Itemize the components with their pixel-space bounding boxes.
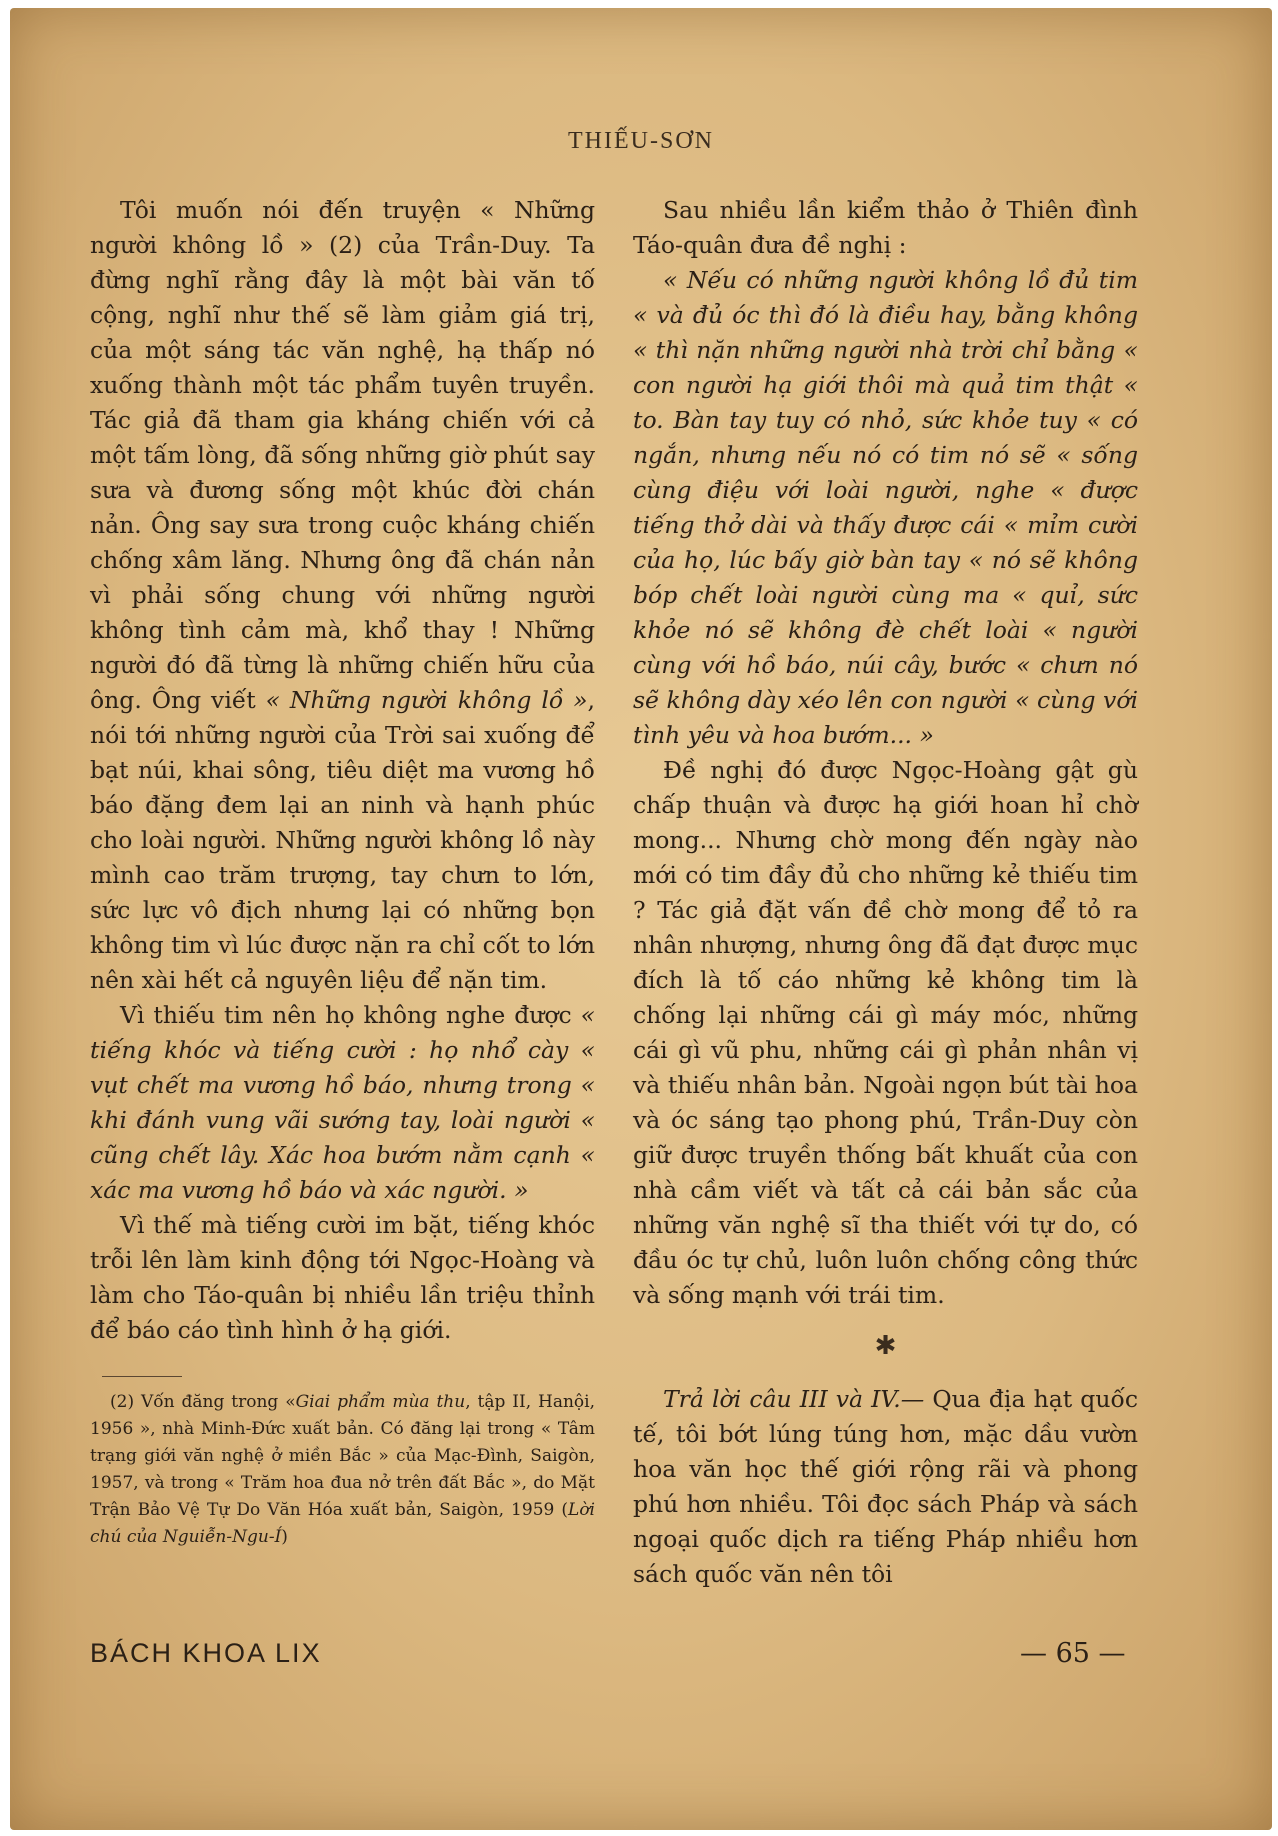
footnote-italic: Lời chú của Nguiễn-Ngu-Í xyxy=(90,1500,595,1547)
quoted-passage: « tiếng khóc và tiếng cười : họ nhổ cày « vụt chết ma vương hồ báo, nhưng trong « khi đánh vung vãi sướng tay, loài người « cũng chết lây. Xác hoa bướm nằm cạnh « xác ma vương hồ báo và xác người. » xyxy=(90,1001,595,1204)
paragraph xyxy=(90,998,595,1208)
paragraph xyxy=(90,193,595,998)
paragraph-text: Vì thiếu tim nên họ không nghe được xyxy=(120,1001,581,1029)
book-page xyxy=(10,8,1272,1830)
paragraph xyxy=(633,1382,1138,1592)
magazine-name: BÁCH KHOA LIX xyxy=(90,1638,322,1668)
paragraph: Sau nhiều lần kiểm thảo ở Thiên đình Táo-quân đưa đề nghị : xyxy=(633,196,1138,259)
left-column xyxy=(90,193,595,1551)
footnote-text: (2) Vốn đăng trong « xyxy=(110,1392,296,1412)
right-column xyxy=(633,193,1138,1592)
footnote-text: , tập II, Hanội, 1956 », nhà Minh-Đức xuất bản. Có đăng lại trong « Tâm trạng giới văn nghệ ở miền Bắc » của Mạc-Đình, Saigòn, 1957, và trong « Trăm hoa đua nở trên đất Bắc », do Mặt Trận Bảo Vệ Tự Do Văn Hóa xuất bản, Saigòn, 1959 ( xyxy=(90,1392,595,1520)
section-star-icon: ✱ xyxy=(874,1331,897,1361)
question-label: Trả lời câu III và IV.— xyxy=(663,1385,925,1413)
paragraph: Đề nghị đó được Ngọc-Hoàng gật gù chấp thuận và được hạ giới hoan hỉ chờ mong... Nhưng chờ mong đến ngày nào mới có tim đầy đủ cho những kẻ thiếu tim ? Tác giả đặt vấn đề chờ mong để tỏ ra nhân nhượng, nhưng ông đã đạt được mục đích là tố cáo những kẻ không tim là chống lại những cái gì máy móc, những cái gì vũ phu, những cái gì phản nhân vị và thiếu nhân bản. Ngoài ngọn bút tài hoa và óc sáng tạo phong phú, Trần-Duy còn giữ được truyền thống bất khuất của con nhà cầm viết và tất cả cái bản sắc của những văn nghệ sĩ tha thiết với tự do, có đầu óc tự chủ, luôn luôn chống công thức và sống mạnh với trái tim. xyxy=(633,756,1138,1309)
footnote-italic: Giai phẩm mùa thu xyxy=(295,1392,466,1412)
paragraph-text: , nói tới những người của Trời sai xuống để bạt núi, khai sông, tiêu diệt ma vương hồ báo đặng đem lại an ninh và hạnh phúc cho loài người. Những người không lồ này mình cao trăm trượng, tay chưn to lớn, sức lực vô địch nhưng lại có những bọn không tim vì lúc được nặn ra chỉ cốt to lớn nên xài hết cả nguyên liệu để nặn tim. xyxy=(90,686,595,994)
paragraph: Vì thế mà tiếng cười im bặt, tiếng khóc trỗi lên làm kinh động tới Ngọc-Hoàng và làm cho Táo-quân bị nhiều lần triệu thỉnh để báo cáo tình hình ở hạ giới. xyxy=(90,1211,595,1344)
footnote xyxy=(90,1389,595,1551)
paragraph-text: Qua địa hạt quốc tế, tôi bớt lúng túng hơn, mặc dầu vườn hoa văn học thế giới rộng rãi và phong phú hơn nhiều. Tôi đọc sách Pháp và sách ngoại quốc dịch ra tiếng Pháp nhiều hơn sách quốc văn nên tôi xyxy=(633,1385,1139,1588)
story-title: « Những người không lồ » xyxy=(265,686,588,714)
running-header: THIẾU-SƠN xyxy=(568,128,714,154)
quoted-passage: « Nếu có những người không lồ đủ tim « và đủ óc thì đó là điều hay, bằng không « thì nặn những người nhà trời chỉ bằng « con người hạ giới thôi mà quả tim thật « to. Bàn tay tuy có nhỏ, sức khỏe tuy « có ngắn, nhưng nếu nó có tim nó sẽ « sống cùng điệu với loài người, nghe « được tiếng thở dài và thấy được cái « mỉm cười của họ, lúc bấy giờ bàn tay « nó sẽ không bóp chết loài người cùng ma « quỉ, sức khỏe nó sẽ không đè chết loài « người cùng với hồ báo, núi cây, bước « chưn nó sẽ không dày xéo lên con người « cùng với tình yêu và hoa bướm... » xyxy=(633,266,1138,749)
paragraph-text: Tôi muốn nói đến truyện « Những người không lồ » (2) của Trần-Duy. Ta đừng nghĩ rằng đây là một bài văn tố cộng, nghĩ như thế sẽ làm giảm giá trị, của một sáng tác văn nghệ, hạ thấp nó xuống thành một tác phẩm tuyên truyền. Tác giả đã tham gia kháng chiến với cả một tấm lòng, đã sống những giờ phút say sưa và đương sống một khúc đời chán nản. Ông say sưa trong cuộc kháng chiến chống xâm lăng. Nhưng ông đã chán nản vì phải sống chung với những người không tình cảm mà, khổ thay ! Những người đó đã từng là những chiến hữu của ông. Ông viết xyxy=(90,196,595,714)
footnote-text: ) xyxy=(281,1527,288,1547)
footnote-divider xyxy=(102,1376,182,1377)
page-number: — 65 — xyxy=(1020,1638,1126,1669)
